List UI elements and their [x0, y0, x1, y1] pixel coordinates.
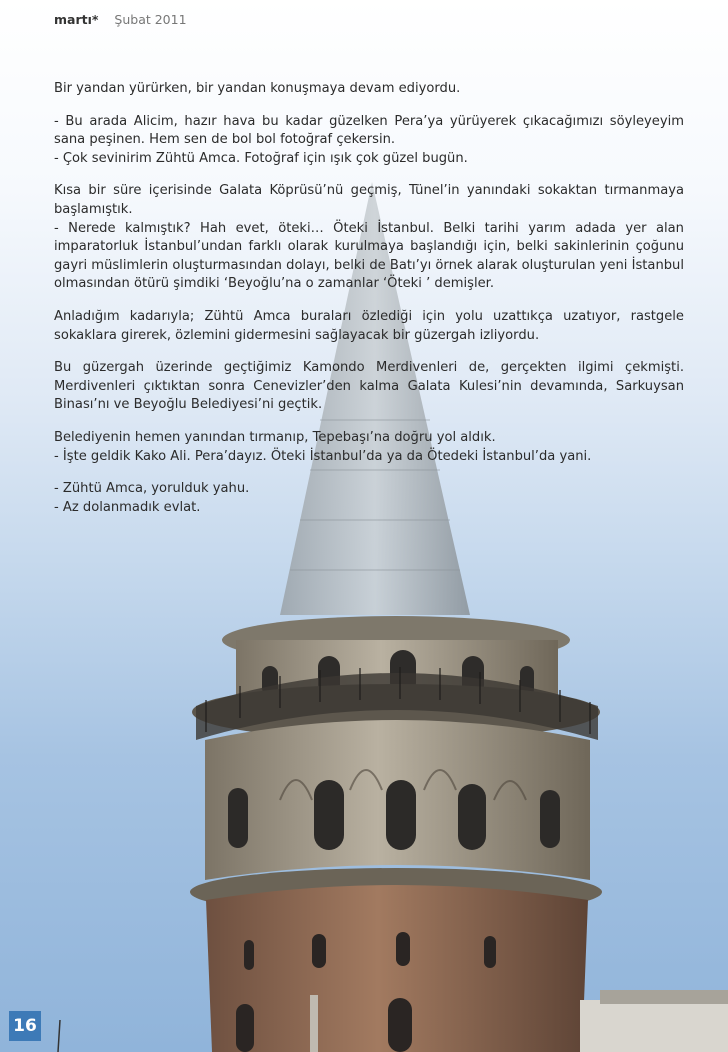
- article-body: [54, 80, 684, 531]
- text-line: - Çok sevinirim Zühtü Amca. Fotoğraf için ışık çok güzel bugün.: [54, 150, 468, 166]
- text-line: - Az dolanmadık evlat.: [54, 499, 201, 515]
- paragraph: [54, 113, 684, 169]
- paragraph: [54, 429, 684, 466]
- paragraph: [54, 308, 684, 345]
- text-line: Bu güzergah üzerinde geçtiğimiz Kamondo Merdivenleri de, gerçekten ilgimi çekmişti. Merdivenleri çıktıktan sonra Cenevizler’den kalma Galata Kulesi’nin devamında, Sarkuysan Binası’nı ve Beyoğlu Belediyesi’ni geçtik.: [54, 360, 684, 413]
- text-line: Belediyenin hemen yanından tırmanıp, Tepebaşı’na doğru yol aldık.: [54, 429, 496, 445]
- issue-date: Şubat 2011: [114, 12, 187, 27]
- page-header: [54, 12, 187, 27]
- page-number-badge: 16: [9, 1011, 41, 1041]
- text-line: - İşte geldik Kako Ali. Pera’dayız. Öteki İstanbul’da ya da Ötedeki İstanbul’da yani.: [54, 448, 592, 464]
- text-line: - Nerede kalmıştık? Hah evet, öteki… Öteki İstanbul. Belki tarihi yarım adada yer alan imparatorluk İstanbul’undan farklı olarak kurulmaya başlandığı için, belki sakinlerinin çoğunu gayri müslimlerin oluşturmasından dolayı, belki de Batı’yı örnek alarak oluşturulan yeni İstanbul olmasından ötürü şimdiki ‘Beyoğlu’na o zamanlar ‘Öteki ’ demişler.: [54, 220, 684, 292]
- text-line: - Bu arada Alicim, hazır hava bu kadar güzelken Pera’ya yürüyerek çıkacağımızı söyleyeyim sana peşinen. Hem sen de bol bol fotoğraf çekersin.: [54, 113, 684, 148]
- paragraph: [54, 359, 684, 415]
- text-line: - Zühtü Amca, yorulduk yahu.: [54, 481, 250, 497]
- paragraph: [54, 182, 684, 294]
- paragraph: [54, 480, 684, 517]
- text-line: Bir yandan yürürken, bir yandan konuşmaya devam ediyordu.: [54, 81, 461, 96]
- paragraph: [54, 80, 684, 99]
- magazine-brand: martı*: [54, 12, 99, 27]
- text-line: Anladığım kadarıyla; Zühtü Amca buraları özlediği için yolu uzattıkça uzatıyor, rastgele sokaklara girerek, özlemini gidermesini sağlayacak bir güzergah izliyordu.: [54, 308, 684, 343]
- text-line: Kısa bir süre içerisinde Galata Köprüsü’nü geçmiş, Tünel’in yanındaki sokaktan tırmanmaya başlamıştık.: [54, 183, 684, 217]
